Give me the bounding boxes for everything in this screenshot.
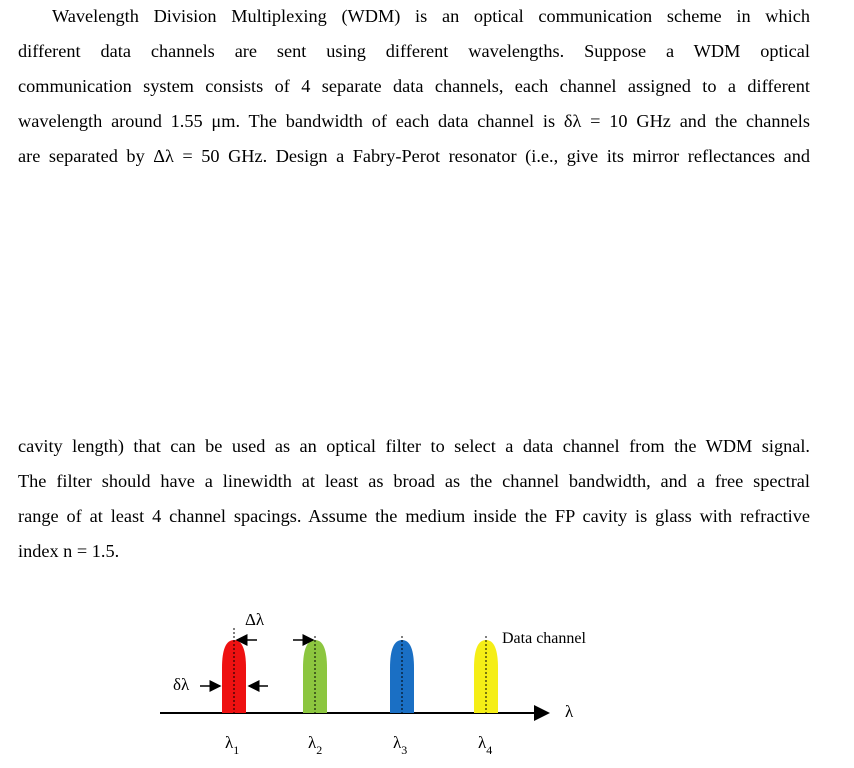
text-line: are separated by Δλ = 50 GHz. Design a Fabry-Perot resonator (i.e., give its mirror reflectances and — [18, 146, 810, 166]
channel-label-1: $\lambda_1$ — [225, 733, 240, 757]
wdm-spectrum-figure — [0, 600, 854, 763]
text-line: different data channels are sent using different wavelengths. Suppose a WDM optical — [18, 41, 810, 61]
spectrum-diagram — [0, 600, 854, 763]
channel-label-2: $\lambda_2$ — [308, 733, 323, 757]
text-line: Wavelength Division Multiplexing (WDM) is an optical communication scheme in which — [52, 6, 810, 26]
wavelength-axis-label: λ — [565, 702, 574, 721]
text-line: wavelength around 1.55 μm. The bandwidth of each data channel is δλ = 10 GHz and the channels — [18, 111, 810, 131]
text-line: range of at least 4 channel spacings. Assume the medium inside the FP cavity is glass with refractive — [18, 506, 810, 526]
text-line: cavity length) that can be used as an optical filter to select a data channel from the WDM signal. — [18, 436, 810, 456]
text-line: The filter should have a linewidth at least as broad as the channel bandwidth, and a free spectral — [18, 471, 810, 491]
text-line: communication system consists of 4 separate data channels, each channel assigned to a different — [18, 76, 810, 96]
text-line: index n = 1.5. — [18, 541, 120, 561]
channel-spacing-label: Δλ — [245, 610, 265, 629]
data-channel-label: Data channel — [502, 630, 586, 647]
channel-label-3: $\lambda_3$ — [393, 733, 408, 757]
channel-label-4: $\lambda_4$ — [478, 733, 493, 757]
channel-bandwidth-label: δλ — [173, 675, 190, 694]
